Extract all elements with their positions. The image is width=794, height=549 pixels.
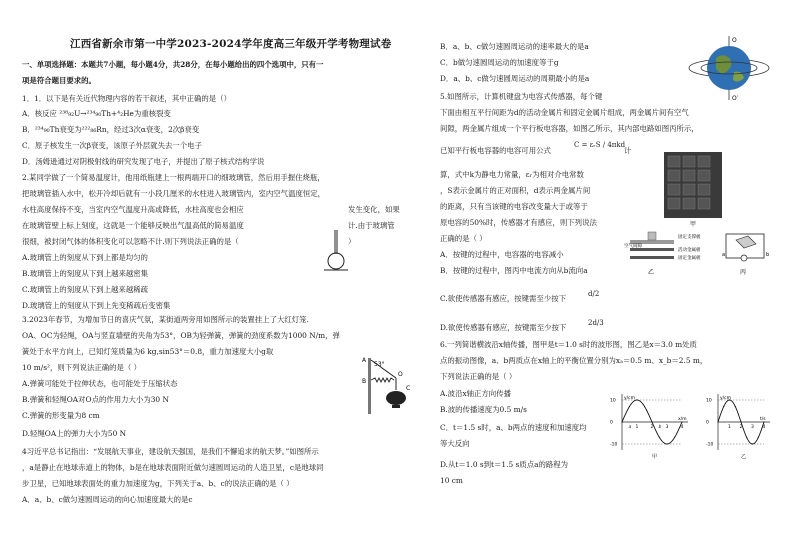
q6-line1: 6.一列简谐横波沿x轴传播，图甲是t＝1.0 s时的波形图，图乙是x＝3.0 m处质 xyxy=(440,340,697,349)
q2-line4-end: 计.由于玻璃管 xyxy=(348,221,395,230)
q5-line4: 已知平行板电容器的电容可用公式 xyxy=(440,146,551,155)
q2-line5-end: ） xyxy=(348,237,356,246)
jia-data-point xyxy=(659,437,660,438)
q2-line3-end: 发生变化，如果 xyxy=(348,205,400,214)
q5-formula: C = εᵣS / 4πkd xyxy=(574,141,626,149)
yi-data-point xyxy=(717,421,718,422)
yi-x-tick-label: 2 xyxy=(739,425,743,430)
q3-point-o: O xyxy=(398,371,403,378)
jia-x-tick-label: 3 xyxy=(665,425,669,430)
yi-chart-title: 乙 xyxy=(741,454,747,460)
q2-line4: 在玻璃管壁上标上刻度，这就是一个能够反映出气温高低的简易温度 xyxy=(22,221,244,230)
yi-data-point xyxy=(723,406,724,407)
jia-y-tick-label: 0 xyxy=(610,420,613,426)
q4-option-a: A．a、b、c做匀速圆周运动的向心加速度最大的是c xyxy=(22,495,193,504)
q6-option-c-cont: 等大反向 xyxy=(440,439,470,448)
jia-annotation: a xyxy=(628,425,632,430)
jia-data-point xyxy=(621,421,622,422)
jia-x-axis-label: x/m xyxy=(678,417,687,422)
q6-vibration-chart-yi xyxy=(706,390,776,460)
q5-label-gap: 空气间隙 xyxy=(624,244,642,249)
q5-line5: 算，式中k为静电力常量，εᵣ为相对介电常数 xyxy=(440,170,584,179)
jia-data-point xyxy=(636,399,637,400)
jia-x-tick-label: 4 xyxy=(680,425,684,430)
q6-wave-chart-jia xyxy=(610,390,694,460)
q6-option-a: A.波沿x轴正方向传播 xyxy=(440,389,511,398)
q5-keyboard-figure xyxy=(626,152,774,280)
yi-data-point xyxy=(735,406,736,407)
q6-option-d: D.从t＝1.0 s到t＝1.5 s质点a的路程为 xyxy=(440,460,569,469)
q5-option-c: C.欲使传感器有感应，按键需至少按下 xyxy=(440,294,566,303)
q4-line3: 步卫星，已知地球表面处的重力加速度为g，下列关于a、b、c的说法正确的是（ ） xyxy=(22,479,294,488)
yi-y-tick-label: 10 xyxy=(706,398,712,404)
q5-point-a: a xyxy=(722,252,726,258)
q6-line2: 点的振动图像，a、b两质点在x轴上的平衡位置分别为xₐ＝0.5 m、x_b＝2.5 m， xyxy=(440,356,708,365)
q4-axis-bottom: O′ xyxy=(732,95,739,102)
q5-option-d: D.欲使传感器有感应，按键需至少按下 xyxy=(440,323,567,332)
yi-x-tick-label: 1 xyxy=(728,425,731,430)
jia-x-tick-label: 1 xyxy=(635,425,639,430)
q5-point-b: b xyxy=(766,252,770,258)
q2-line5: 很细，被封闭气体的体积变化可以忽略不计.则下列说法正确的是（ xyxy=(22,237,239,246)
q2-line1: 2.某同学做了一个简易温度计，他用纸瓶建上一根两端开口的细玻璃管，然后用手握住烧瓶， xyxy=(22,173,325,182)
q3-line1: 3.2023年春节，为增加节日的喜庆气氛，某街道两旁用如图所示的装置挂上了大红灯笼. xyxy=(22,315,309,324)
q2-option-c: C.玻璃管上的刻度从下到上越来越稀疏 xyxy=(22,285,148,294)
jia-data-point xyxy=(674,437,675,438)
yi-y-tick-label: 0 xyxy=(706,420,709,426)
q3-point-a: A xyxy=(362,357,367,364)
q5-figure-bing: 丙 xyxy=(740,269,747,276)
q1-option-a: A．核反应 ²³⁸₉₂U→²³⁴₉₀Th+⁴₂He为重核裂变 xyxy=(22,109,171,118)
q4-line1: 4习近平总书记指出：“发展航天事业，建设航天强国，是我们不懈追求的航天梦。”如图所示 xyxy=(22,447,319,456)
q5-line6: ，S表示金属片的正对面积，d表示两金属片间 xyxy=(440,186,591,195)
q6-option-c: C．t＝1.5 s时，a、b两点的速度和加速度均 xyxy=(440,423,587,432)
yi-x-tick-label: 3 xyxy=(751,425,754,430)
q2-flask-figure xyxy=(318,228,352,272)
q2-line3: 水柱高度保持不变，当室内空气温度升高或降低，水柱高度也会相应 xyxy=(22,205,244,214)
q4-line2: ，a是静止在地球赤道上的物体，b是在地球表面附近做匀速圆周运动的人造卫星，c是地球同 xyxy=(22,463,324,472)
jia-data-point xyxy=(666,443,667,444)
q5-line2: 下面由相互平行间距为d的活动金属片和固定金属片组成，两金属片间有空气 xyxy=(440,108,689,117)
q4-earth-figure xyxy=(686,32,772,104)
q5-option-a: A．按键的过程中，电容器的电容减小 xyxy=(440,250,564,259)
q6-option-b: B.波的传播速度为0.5 m/s xyxy=(440,405,527,414)
q5-line3: 间隙，两金属片组成一个平行板电容器，如图乙所示，其内部电路如图丙所示， xyxy=(440,124,699,133)
q3-lantern-figure xyxy=(362,356,414,418)
q5-label-support: 固定支撑板 xyxy=(678,235,701,240)
q5-line8: 原电容的50%时，传感器才有感应，则下列说法 xyxy=(440,218,597,227)
q5-label-moving: 活动金属板 xyxy=(678,248,701,253)
paper-title: 江西省新余市第一中学2023-2024学年度高三年级开学考物理试卷 xyxy=(70,38,392,50)
q3-option-a: A.弹簧可能处于拉伸状态，也可能处于压缩状态 xyxy=(22,379,178,388)
yi-y-axis-label: y/cm xyxy=(720,396,732,401)
q5-line7: 的距离，只有当该键的电容改变量大于或等于 xyxy=(440,202,588,211)
q6-line3: 下列说法正确的是（ ） xyxy=(440,372,517,381)
jia-chart-title: 甲 xyxy=(652,454,658,460)
q3-option-b: B.弹簧和轻绳OA对O点的作用力大小为30 N xyxy=(22,395,169,404)
yi-data-point xyxy=(752,443,753,444)
q5-line1: 5.如图所示，计算机键盘为电容式传感器，每个键 xyxy=(440,92,603,101)
q4-option-d: D．a、b、c做匀速圆周运动的周期最小的是a xyxy=(440,74,590,83)
q6-option-d-cont: 10 cm xyxy=(440,476,463,485)
q2-option-b: B.玻璃管上的刻度从下到上越来越密集 xyxy=(22,269,149,278)
jia-x-tick-label: 2 xyxy=(650,425,654,430)
q3-point-b: B xyxy=(362,378,367,385)
q3-line2: OA、OC为轻绳，OA与竖直墙壁的夹角为53°，OB为轻弹簧，弹簧的劲度系数为1000 N/m，弹 xyxy=(22,331,340,340)
yi-data-point xyxy=(746,437,747,438)
yi-y-tick-label: -10 xyxy=(706,442,714,448)
q5-option-b: B．按键的过程中，图丙中电流方向从b流向a xyxy=(440,266,588,275)
q5-figure-jia: 甲 xyxy=(690,221,697,228)
q5-line4-end: 计 xyxy=(624,146,632,155)
q5-label-fixed: 固定金属板 xyxy=(678,256,701,261)
q5-line9: 正确的是（ ） xyxy=(440,234,487,243)
q3-line4: 10 m/s²，则下列说法正确的是（ ） xyxy=(22,363,142,372)
q1-option-b: B．²³⁴₉₀Th衰变为²²²₈₆Rn，经过3次α衰变，2次β衰变 xyxy=(22,125,200,134)
q4-option-b: B．a、b、c做匀速圆周运动的速率最大的是a xyxy=(440,42,589,51)
q5-option-d-fraction: 2d/3 xyxy=(588,319,604,327)
jia-data-point xyxy=(644,406,645,407)
yi-x-tick-label: 4 xyxy=(762,425,766,430)
q2-line2: 把玻璃管插入水中，松开冷却后就有一小段几厘米的水柱进入玻璃管内，室内空气温度恒定， xyxy=(22,189,326,198)
jia-data-point xyxy=(629,406,630,407)
yi-data-point xyxy=(740,421,741,422)
jia-y-tick-label: -10 xyxy=(610,442,618,448)
yi-x-axis-label: t/s xyxy=(760,417,766,422)
jia-y-axis-label: y/cm xyxy=(624,396,636,401)
section-heading: 一、单项选择题：本题共7小题，每小题4分，共28分，在每小题给出的四个选项中，只有一 xyxy=(22,60,324,69)
q3-point-c: C xyxy=(406,385,411,392)
q3-option-d: D.轻绳OA上的弹力大小为50 N xyxy=(22,429,127,438)
q1-option-d: D．汤姆逊通过对阴极射线的研究发现了电子，并提出了原子核式结构学说 xyxy=(22,157,265,166)
q3-angle-label: 53° xyxy=(374,361,385,368)
q5-option-c-fraction: d/2 xyxy=(588,290,600,298)
q2-option-a: A.玻璃管上的刻度从下到上都是均匀的 xyxy=(22,253,148,262)
yi-data-point xyxy=(758,437,759,438)
jia-y-tick-label: 10 xyxy=(610,398,616,404)
q4-option-c: C．b做匀速圆周运动的加速度等于g xyxy=(440,58,559,67)
q5-figure-yi: 乙 xyxy=(648,269,655,276)
q3-line3: 簧处于水平方向上，已知灯笼质量为6 kg,sin53°＝0.8，重力加速度大小g取 xyxy=(22,347,274,356)
q3-option-c: C.弹簧的形变量为8 cm xyxy=(22,411,100,420)
jia-annotation: b xyxy=(658,425,662,430)
q2-option-d: D.玻璃管上的刻度从下到上先变稀疏后变密集 xyxy=(22,301,171,310)
q1-option-c: C．原子核发生一次β衰变，该原子外层就失去一个电子 xyxy=(22,141,202,150)
q4-axis-top: O xyxy=(732,37,737,44)
section-heading-cont: 项是符合题目要求的。 xyxy=(22,76,96,85)
jia-data-point xyxy=(651,421,652,422)
q1-stem: 1．1．以下是有关近代物理内容的若干叙述，其中正确的是（） xyxy=(22,94,231,103)
